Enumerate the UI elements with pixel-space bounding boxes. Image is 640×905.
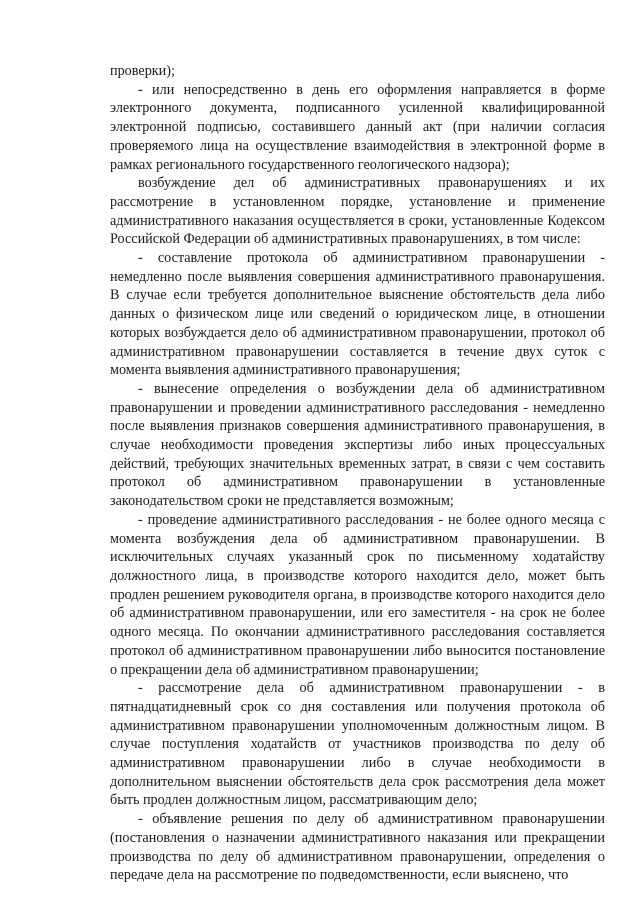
paragraph-electronic-act: - или непосредственно в день его оформления направляется в форме электронного документа, подписанного усиленной квалифицированной электронной подписью, составившего данный акт (при наличии согласия проверяемого лица на осуществление взаимодействия в электронной форме в рамках регионального государственного геологического надзора); [110,81,605,173]
paragraph-case-initiation: возбуждение дел об административных правонарушениях и их рассмотрение в установленном порядке, установление и применение административного наказания осуществляется в сроки, установленные Кодексом Российской Федерации об административных правонарушениях, в том числе: [110,175,605,248]
paragraph-decision-announcement: - объявление решения по делу об административном правонарушении (постановления о назначении административного наказания или прекращении производства по делу об административном правонарушении, определения о передаче дела на рассмотрение по подведомственности, если выяснено, что [110,811,605,884]
paragraph-continuation: проверки); [110,63,175,79]
paragraph-case-review: - рассмотрение дела об административном правонарушении - в пятнадцатидневный срок со дня составления или получения протокола об административном правонарушении уполномоченным должностным лицом. В случае поступления ходатайств от участников производства по делу об административном правонарушении либо в случае необходимости в дополнительном выяснении обстоятельств дела срок рассмотрения дела может быть продлен должностным лицом, рассматривающим дело; [110,680,605,809]
paragraph-investigation-term: - проведение административного расследования - не более одного месяца с момента возбуждения дела об административном правонарушении. В исключительных случаях указанный срок по письменному ходатайству должностного лица, в производстве которого находится дело, может быть продлен решением руководителя органа, в производстве которого находится дело об административном правонарушении, или его заместителя - на срок не более одного месяца. По окончании административного расследования составляется протокол об административном правонарушении либо выносится постановление о прекращении дела об административном правонарушении; [110,511,605,678]
paragraph-protocol-drafting: - составление протокола об административном правонарушении - немедленно после выявления совершения административного правонарушения. В случае если требуется дополнительное выяснение обстоятельств дела либо данных о физическом лице или сведений о юридическом лице, в отношении которых возбуждается дело об административном правонарушении, протокол об административном правонарушении составляется в течение двух суток с момента выявления административного правонарушения; [110,250,605,379]
document-body [110,62,605,885]
paragraph-investigation-ruling: - вынесение определения о возбуждении дела об административном правонарушении и проведении административного расследования - немедленно после выявления признаков совершения административного правонарушения, в случае необходимости проведения экспертизы либо иных процессуальных действий, требующих значительных временных затрат, в связи с чем составить протокол об административном правонарушении в установленные законодательством сроки не представляется возможным; [110,380,605,510]
